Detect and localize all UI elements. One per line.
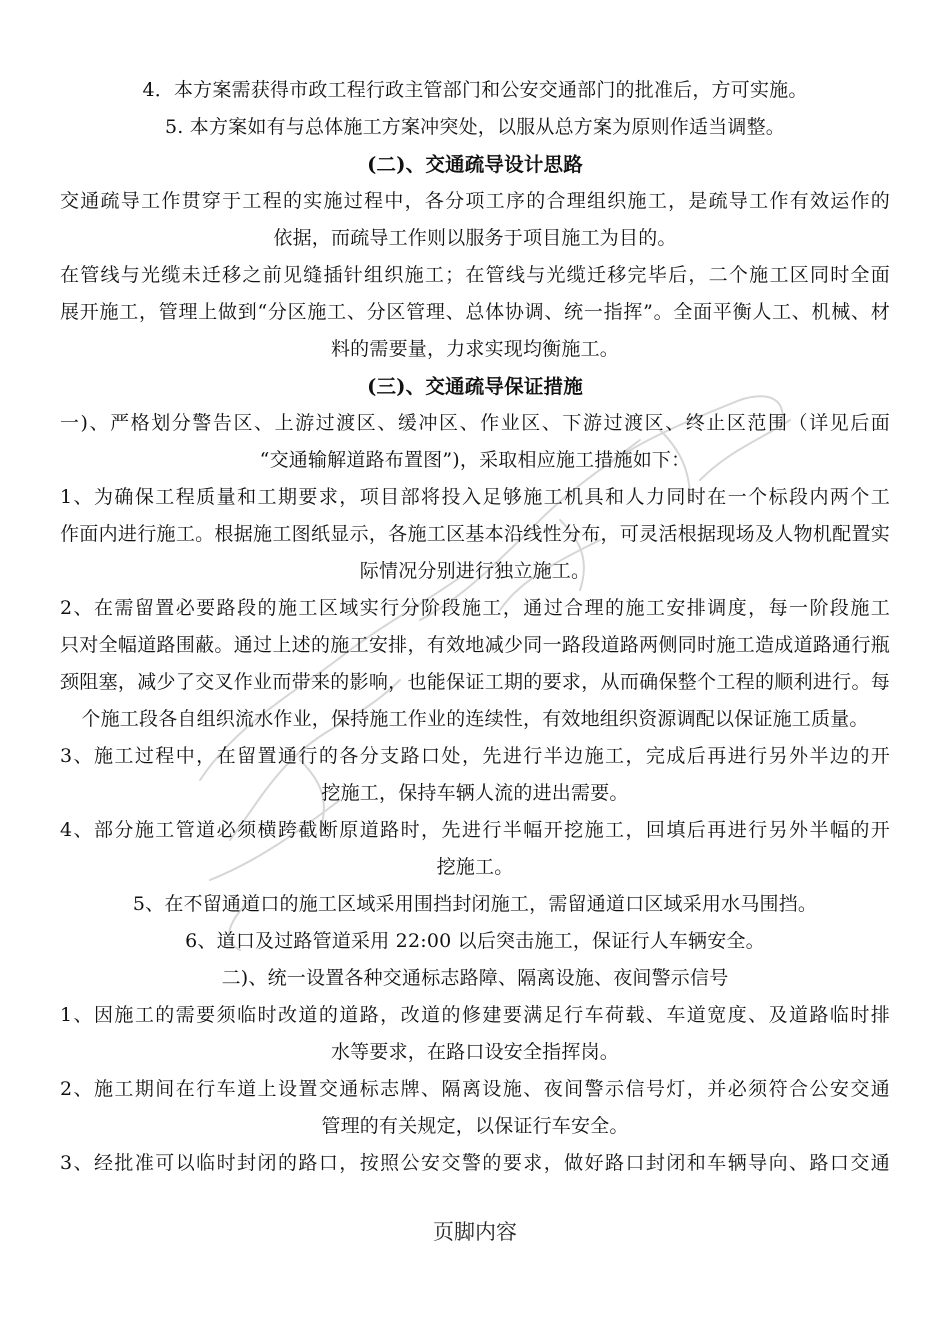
paragraph-line: 2、在需留置必要路段的施工区域实行分阶段施工，通过合理的施工安排调度，每一阶段施工	[60, 597, 890, 619]
paragraph-line: 1、为确保工程质量和工期要求，项目部将投入足够施工机具和人力同时在一个标段内两个工	[60, 486, 890, 508]
paragraph-line: 2、施工期间在行车道上设置交通标志牌、隔离设施、夜间警示信号灯，并必须符合公安交通	[60, 1078, 890, 1100]
paragraph-line: 6、道口及过路管道采用 22:00 以后突击施工，保证行人车辆安全。	[185, 930, 765, 952]
paragraph-line: 5. 本方案如有与总体施工方案冲突处，以服从总方案为原则作适当调整。	[165, 116, 785, 138]
paragraph-line: 际情况分别进行独立施工。	[359, 560, 591, 582]
paragraph-line: 4、部分施工管道必须横跨截断原道路时，先进行半幅开挖施工，回填后再进行另外半幅的开	[60, 819, 890, 841]
paragraph-line: 交通疏导工作贯穿于工程的实施过程中，各分项工序的合理组织施工，是疏导工作有效运作的	[60, 190, 890, 212]
paragraph-line: 在管线与光缆未迁移之前见缝插针组织施工；在管线与光缆迁移完毕后，二个施工区同时全面	[60, 264, 890, 286]
paragraph-line: 作面内进行施工。根据施工图纸显示，各施工区基本沿线性分布，可灵活根据现场及人物机配置实	[60, 523, 890, 545]
paragraph-line: 3、经批准可以临时封闭的路口，按照公安交警的要求，做好路口封闭和车辆导向、路口交通	[60, 1152, 890, 1174]
paragraph-line: 颈阻塞，减少了交叉作业而带来的影响，也能保证工期的要求，从而确保整个工程的顺利进行。每	[60, 671, 890, 693]
paragraph-line: 3、施工过程中，在留置通行的各分支路口处，先进行半边施工，完成后再进行另外半边的开	[60, 745, 890, 767]
document-body	[60, 72, 890, 1182]
paragraph-line: 只对全幅道路围蔽。通过上述的施工安排，有效地减少同一路段道路两侧同时施工造成道路通行瓶	[60, 634, 890, 656]
paragraph-line: “交通输解道路布置图”)，采取相应施工措施如下：	[259, 449, 691, 471]
paragraph-line: 4．本方案需获得市政工程行政主管部门和公安交通部门的批准后，方可实施。	[142, 79, 808, 101]
paragraph-line: 展开施工，管理上做到“分区施工、分区管理、总体协调、统一指挥”。全面平衡人工、机械、材	[60, 301, 890, 323]
paragraph-line: 一)、严格划分警告区、上游过渡区、缓冲区、作业区、下游过渡区、终止区范围（详见后面	[60, 412, 890, 434]
paragraph-line: 料的需要量，力求实现均衡施工。	[330, 338, 619, 360]
paragraph-line: 二)、统一设置各种交通标志路障、隔离设施、夜间警示信号	[221, 967, 729, 989]
section-heading: (二)、交通疏导设计思路	[367, 153, 583, 176]
paragraph-line: 依据，而疏导工作则以服务于项目施工为目的。	[273, 227, 677, 249]
paragraph-line: 水等要求，在路口设安全指挥岗。	[330, 1041, 619, 1063]
paragraph-line: 个施工段各自组织流水作业，保持施工作业的连续性，有效地组织资源调配以保证施工质量。	[81, 708, 869, 730]
page-footer: 页脚内容	[433, 1220, 517, 1244]
paragraph-line: 1、因施工的需要须临时改道的道路，改道的修建要满足行车荷载、车道宽度、及道路临时排	[60, 1004, 890, 1026]
paragraph-line: 管理的有关规定，以保证行车安全。	[321, 1115, 629, 1137]
section-heading: (三)、交通疏导保证措施	[367, 375, 583, 398]
paragraph-line: 挖施工。	[436, 856, 514, 878]
paragraph-line: 5、在不留通道口的施工区域采用围挡封闭施工，需留通道口区域采用水马围挡。	[132, 893, 818, 915]
paragraph-line: 挖施工，保持车辆人流的进出需要。	[321, 782, 629, 804]
